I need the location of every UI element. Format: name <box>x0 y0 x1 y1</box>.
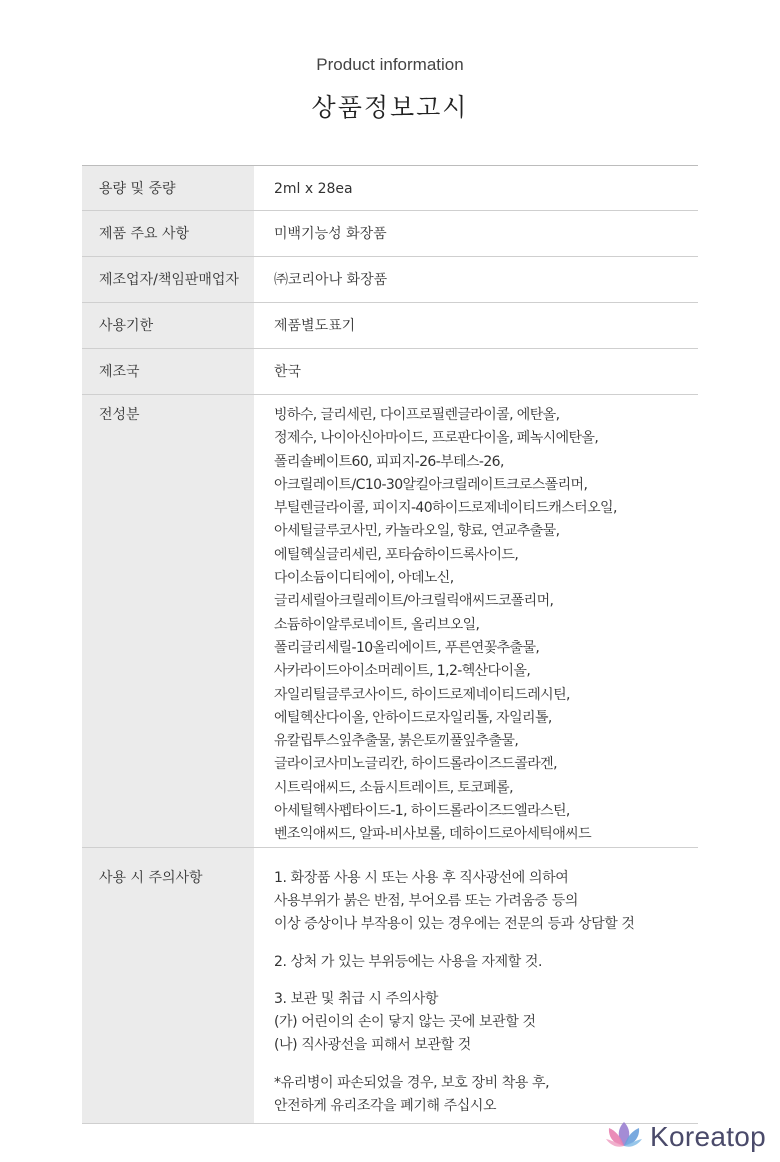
row-label: 제조국 <box>82 349 254 395</box>
caution-line: 1. 화장품 사용 시 또는 사용 후 직사광선에 의하여 <box>274 869 569 886</box>
caution-line: 3. 보관 및 취급 시 주의사항 <box>274 990 439 1007</box>
row-value: 한국 <box>254 349 698 395</box>
page-subtitle: Product information <box>316 55 464 74</box>
info-row-manufacturer <box>82 257 698 303</box>
cautions-text <box>254 847 698 1123</box>
caution-line: 안전하게 유리조각을 폐기해 주십시오 <box>274 1098 497 1115</box>
info-row-country <box>82 349 698 395</box>
ingredient-line: 아세틸헥사펩타이드-1, 하이드롤라이즈드엘라스틴, <box>274 803 570 820</box>
info-row-ingredients <box>82 395 698 848</box>
ingredient-line: 빙하수, 글리세린, 다이프로필렌글라이콜, 에탄올, <box>274 407 560 423</box>
row-label: 사용기한 <box>82 303 254 349</box>
ingredient-line: 아세틸글루코사민, 카놀라오일, 향료, 연교추출물, <box>274 523 560 540</box>
ingredient-line: 아크릴레이트/C10-30알킬아크릴레이트크로스폴리머, <box>274 476 588 493</box>
ingredient-line: 자일리틸글루코사이드, 하이드로제네이티드레시틴, <box>274 686 570 703</box>
ingredient-line: 글리세릴아크릴레이트/아크릴릭애씨드코폴리머, <box>274 593 554 610</box>
ingredient-line: 에틸헥실글리세린, 포타슘하이드록사이드, <box>274 546 519 563</box>
row-value: ㈜코리아나 화장품 <box>254 257 698 303</box>
brand-name: Koreatop <box>650 1121 767 1152</box>
row-label: 용량 및 중량 <box>82 166 254 211</box>
ingredient-line: 유칼립투스잎추출물, 붉은토끼풀잎추출물, <box>274 733 519 750</box>
caution-spacer <box>274 1058 698 1072</box>
ingredient-line: 다이소듐이디티에이, 아데노신, <box>274 570 454 587</box>
caution-line: 2. 상처 가 있는 부위등에는 사용을 자제할 것. <box>274 953 543 970</box>
product-info-table <box>82 165 698 1124</box>
ingredient-line: 부틸렌글라이콜, 피이지-40하이드로제네이티드캐스터오일, <box>274 500 617 517</box>
ingredient-line: 사카라이드아이소머레이트, 1,2-헥산다이올, <box>274 663 531 680</box>
row-label: 제품 주요 사항 <box>82 211 254 257</box>
row-value: 제품별도표기 <box>254 303 698 349</box>
row-label: 사용 시 주의사항 <box>82 847 254 1123</box>
caution-line: *유리병이 파손되었을 경우, 보호 장비 착용 후, <box>274 1074 550 1091</box>
info-row-capacity <box>82 166 698 211</box>
caution-spacer <box>274 974 698 988</box>
page-title: 상품정보고시 <box>311 93 469 122</box>
brand-watermark <box>604 1120 766 1154</box>
caution-line: (나) 직사광선을 피해서 보관할 것 <box>274 1037 471 1054</box>
ingredient-line: 폴리솔베이트60, 피피지-26-부테스-26, <box>274 453 504 470</box>
caution-line: 사용부위가 붉은 반점, 부어오름 또는 가려움증 등의 <box>274 892 578 909</box>
ingredient-line: 벤조익애씨드, 알파-비사보롤, 데하이드로아세틱애씨드 <box>274 826 592 843</box>
ingredient-line: 시트릭애씨드, 소듐시트레이트, 토코페롤, <box>274 779 513 796</box>
ingredient-line: 폴리글리세릴-10올리에이트, 푸른연꽃추출물, <box>274 639 540 656</box>
caution-spacer <box>274 937 698 951</box>
row-label: 전성분 <box>82 395 254 848</box>
ingredient-line: 정제수, 나이아신아마이드, 프로판다이올, 페녹시에탄올, <box>274 430 599 447</box>
ingredient-line: 글라이코사미노글리칸, 하이드롤라이즈드콜라겐, <box>274 756 557 773</box>
caution-line: (가) 어린이의 손이 닿지 않는 곳에 보관할 것 <box>274 1014 536 1031</box>
ingredients-list <box>254 395 698 848</box>
info-row-cautions <box>82 847 698 1123</box>
row-label: 제조업자/책임판매업자 <box>82 257 254 303</box>
info-row-main-features <box>82 211 698 257</box>
info-row-expiry <box>82 303 698 349</box>
caution-line: 이상 증상이나 부작용이 있는 경우에는 전문의 등과 상담할 것 <box>274 916 635 933</box>
ingredient-line: 에틸헥산다이올, 안하이드로자일리톨, 자일리톨, <box>274 709 552 726</box>
lotus-icon <box>604 1119 644 1155</box>
row-value: 2ml x 28ea <box>254 166 698 211</box>
ingredient-line: 소듐하이알루로네이트, 올리브오일, <box>274 616 480 633</box>
row-value: 미백기능성 화장품 <box>254 211 698 257</box>
